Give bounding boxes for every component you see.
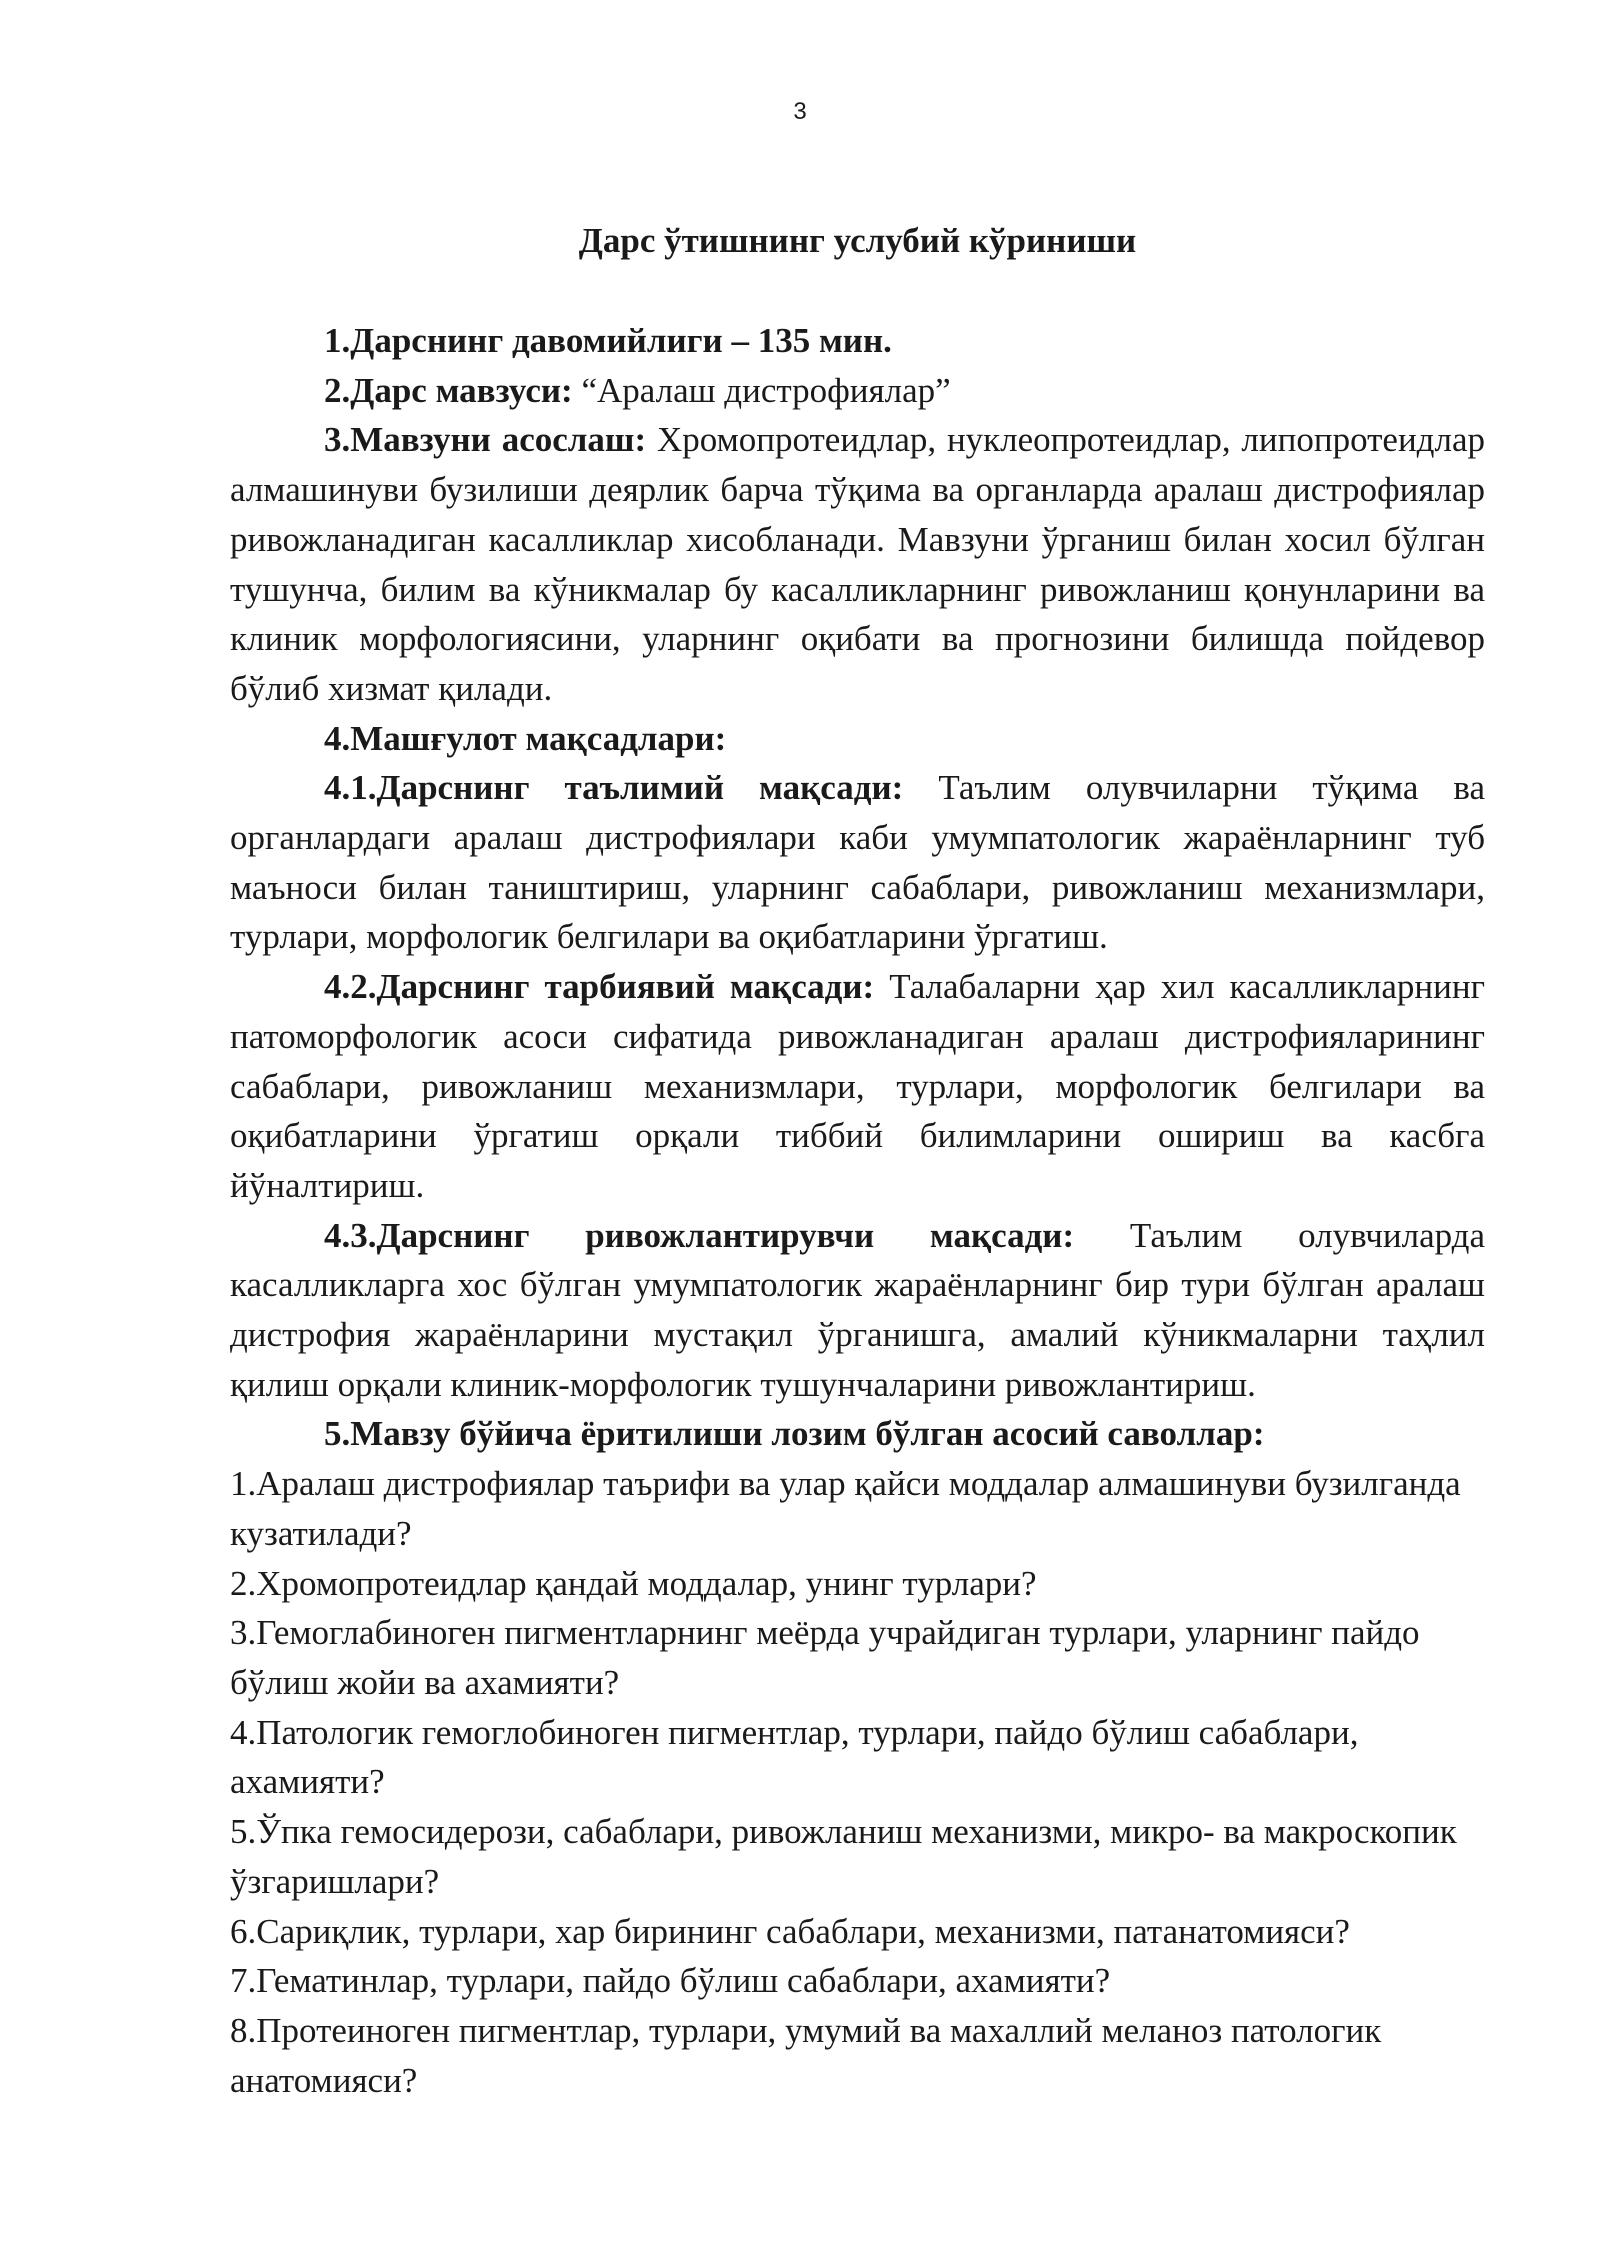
duration-paragraph [230, 316, 1485, 366]
page-number: 3 [793, 98, 807, 125]
questions-header-label: 5.Мавзу бўйича ёритилиши лозим бўлган асосий саволлар: [324, 1414, 1265, 1454]
goal-educational-text: Таълим олувчиларни тўқима ва органлардаги аралаш дистрофиялари каби умумпатологик жараёнларнинг туб маъноси билан таништириш, уларнинг сабаблари, ривожланиш механизмлари, турлари, морфологик белгилари ва оқибатларини ўргатиш. [230, 768, 1485, 957]
questions-header-paragraph [230, 1409, 1485, 1459]
goal-developmental-text: Таълим олувчиларда касалликларга хос бўлган умумпатологик жараёнларнинг бир тури бўлган аралаш дистрофия жараёнларини мустақил ўрганишга, амалий кўникмаларни таҳлил қилиш орқали клиник-морфологик тушунчаларини ривожлантириш. [230, 1215, 1485, 1404]
rationale-text: Хромопротеидлар, нуклеопротеидлар, липопротеидлар алмашинуви бузилиши деярлик барча тўқима ва органларда аралаш дистрофиялар ривожланадиган касалликлар хисобланади. Мавзуни ўрганиш билан хосил бўлган тушунча, билим ва кўникмалар бу касалликларнинг ривожланиш қонунларини ва клиник морфологиясини, уларнинг оқибати ва прогнозини билишда пойдевор бўлиб хизмат қилади. [230, 420, 1485, 708]
topic-text: “Аралаш дистрофиялар” [572, 370, 951, 410]
goal-upbringing-paragraph [230, 962, 1485, 1211]
document-body [230, 316, 1485, 2105]
topic-paragraph [230, 366, 1485, 416]
questions-list [230, 1459, 1485, 2105]
duration-label: 1.Дарснинг давомийлиги – 135 мин. [324, 321, 892, 360]
question-item: 6.Сариқлик, турлари, хар бирининг сабаблари, механизми, патанатомияси? [230, 1911, 1350, 1951]
goal-upbringing-label: 4.2.Дарснинг тарбиявий мақсади: [324, 967, 875, 1007]
question-item: 8.Протеиноген пигментлар, турлари, умумий ва махаллий меланоз патологик анатомияси? [230, 2010, 1382, 2100]
goal-upbringing-text: Талабаларни ҳар хил касалликларнинг патоморфологик асоси сифатида ривожланадиган аралаш дистрофияларининг сабаблари, ривожланиш механизмлари, турлари, морфологик белгилари ва оқибатларини ўргатиш орқали тиббий билимларини ошириш ва касбга йўналтириш. [230, 967, 1485, 1205]
rationale-paragraph [230, 415, 1485, 713]
question-item: 5.Ўпка гемосидерози, сабаблари, ривожланиш механизми, микро- ва макроскопик ўзгаришлари? [230, 1812, 1457, 1901]
question-item: 4.Патологик гемоглобиноген пигментлар, турлари, пайдо бўлиш сабаблари, ахамияти? [230, 1712, 1359, 1802]
rationale-label: 3.Мавзуни асослаш: [324, 420, 647, 460]
goal-developmental-paragraph [230, 1211, 1485, 1410]
question-item: 3.Гемоглабиноген пигментларнинг меёрда учрайдиган турлари, уларнинг пайдо бўлиш жойи ва ахамияти? [230, 1613, 1420, 1702]
goal-developmental-label: 4.3.Дарснинг ривожлантирувчи мақсади: [324, 1215, 1075, 1255]
question-item: 1.Аралаш дистрофиялар таърифи ва улар қайси моддалар алмашинуви бузилганда кузатилади? [230, 1464, 1461, 1553]
goals-paragraph [230, 714, 1485, 764]
goals-label: 4.Машғулот мақсадлари: [324, 718, 727, 758]
goal-educational-paragraph [230, 763, 1485, 962]
question-item: 7.Гематинлар, турлари, пайдо бўлиш сабаблари, ахамияти? [230, 1961, 1111, 2001]
question-item: 2.Хромопротеидлар қандай моддалар, унинг турлари? [230, 1563, 1037, 1603]
topic-label: 2.Дарс мавзуси: [324, 370, 573, 410]
goal-educational-label: 4.1.Дарснинг таълимий мақсади: [324, 768, 904, 808]
page-title: Дарс ўтишнинг услубий кўриниши [578, 221, 1137, 260]
